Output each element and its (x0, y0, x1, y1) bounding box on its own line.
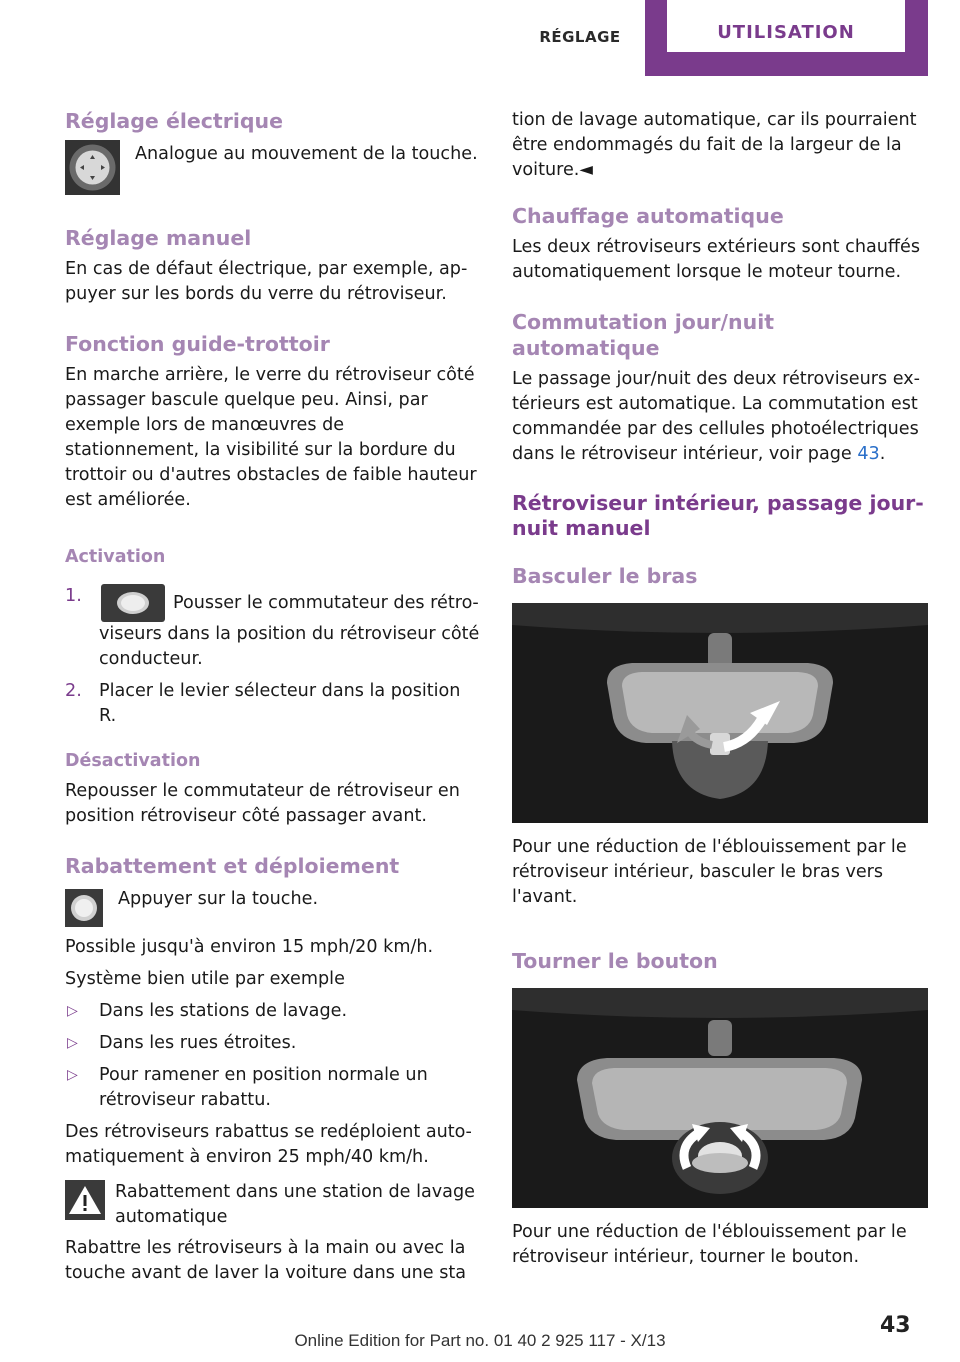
turn-text: Pour une réduction de l'éblouissement par le rétroviseur intérieur, tourner le bouton. (512, 1222, 907, 1267)
electric-text: Analogue au mouvement de la touche. (135, 144, 478, 164)
step-number: 1. (65, 586, 82, 606)
section-label: RÉGLAGE (539, 28, 621, 46)
list-item (65, 999, 480, 1024)
left-column (65, 108, 480, 1286)
fold-text: Appuyer sur la touche. (118, 889, 319, 909)
triangle-bullet-icon: ▷ (67, 1003, 78, 1019)
heading-inner-mirror: Rétroviseur intérieur, passage jour-nuit manuel (512, 491, 924, 540)
step-number: 2. (65, 681, 82, 701)
daynight-text: Le passage jour/nuit des deux rétroviseurs extérieurs est automatique. La commutation est commandée par des cellules photoélectriques dans le rétroviseur intérieur, voir page 43. (512, 369, 920, 464)
manual-text: En cas de défaut électrique, par exemple, appuyer sur les bords du verre du rétroviseur. (65, 259, 468, 304)
bullet-text: Pour ramener en position normale un rétroviseur rabattu. (99, 1065, 428, 1110)
warning-title: Rabattement dans une station de lavage automatique (115, 1182, 475, 1227)
list-item (65, 1063, 480, 1113)
heading-turn: Tourner le bouton (512, 949, 718, 973)
heading-deactivation: Désactivation (65, 751, 201, 771)
activation-steps (65, 584, 480, 729)
daynight-body: Le passage jour/nuit des deux rétroviseurs extérieurs est automatique. La commutation est commandée par des cellules photoélectriques dans le rétroviseur intérieur, voir page (512, 369, 920, 464)
mirror-switch-icon (101, 584, 165, 622)
turn-knob-photo (512, 988, 927, 1208)
page-number: 43 (880, 1313, 911, 1338)
bullet-text: Dans les stations de lavage. (99, 1001, 348, 1021)
heading-tilt: Basculer le bras (512, 564, 698, 588)
step-text: Pousser le commutateur des rétroviseurs dans la position du rétroviseur côté conducteur. (99, 593, 480, 669)
page-link[interactable]: 43 (857, 444, 880, 464)
list-item (65, 679, 480, 729)
right-column (512, 108, 927, 1270)
chapter-tab (645, 0, 928, 76)
heading-manual: Réglage manuel (65, 226, 252, 250)
curb-text: En marche arrière, le verre du rétroviseur côté passager bascule quelque peu. Ainsi, par exemple lors de manœuvres de stationnement, la visibilité sur la bordure du trottoir ou d'autres obstacles de faible hauteur est améliorée. (65, 365, 477, 510)
refold-text: Des rétroviseurs rabattus se redéploient automatiquement à environ 25 mph/40 km/h. (65, 1122, 472, 1167)
heading-fold: Rabattement et déploiement (65, 854, 400, 878)
bullet-text: Dans les rues étroites. (99, 1033, 297, 1053)
deactivation-text: Repousser le commutateur de rétroviseur en position rétroviseur côté passager avant. (65, 781, 460, 826)
heading-heat: Chauffage automatique (512, 204, 784, 228)
usage-list (65, 999, 480, 1113)
fold-button-icon (65, 889, 103, 927)
possible-text: Possible jusqu'à environ 15 mph/20 km/h. (65, 937, 434, 957)
warning-text: Rabattre les rétroviseurs à la main ou avec la touche avant de laver la voiture dans une sta (65, 1238, 467, 1283)
mirror-joystick-icon (65, 140, 120, 195)
tilt-text: Pour une réduction de l'éblouissement par le rétroviseur intérieur, basculer le bras vers l'avant. (512, 837, 907, 907)
triangle-bullet-icon: ▷ (67, 1067, 78, 1083)
heading-daynight: Commutation jour/nuit automatique (512, 310, 775, 360)
step-text: Placer le levier sélecteur dans la position R. (99, 681, 461, 726)
heading-activation: Activation (65, 547, 166, 567)
warning-continued-text: tion de lavage automatique, car ils pourraient être endommagés du fait de la largeur de la voiture.◄ (512, 110, 917, 180)
heading-curb: Fonction guide-trottoir (65, 332, 330, 356)
warning-icon (65, 1180, 105, 1220)
tilt-arm-photo (512, 603, 927, 823)
footer-edition: Online Edition for Part no. 01 40 2 925 117 - X/13 (294, 1331, 666, 1350)
list-item (65, 584, 480, 672)
chapter-tab-label: UTILISATION (667, 0, 905, 52)
heading-electric: Réglage électrique (65, 109, 284, 133)
list-item (65, 1031, 480, 1056)
system-text: Système bien utile par exemple (65, 969, 345, 989)
triangle-bullet-icon: ▷ (67, 1035, 78, 1051)
heat-text: Les deux rétroviseurs extérieurs sont chauffés automatiquement lorsque le moteur tourne. (512, 237, 921, 282)
